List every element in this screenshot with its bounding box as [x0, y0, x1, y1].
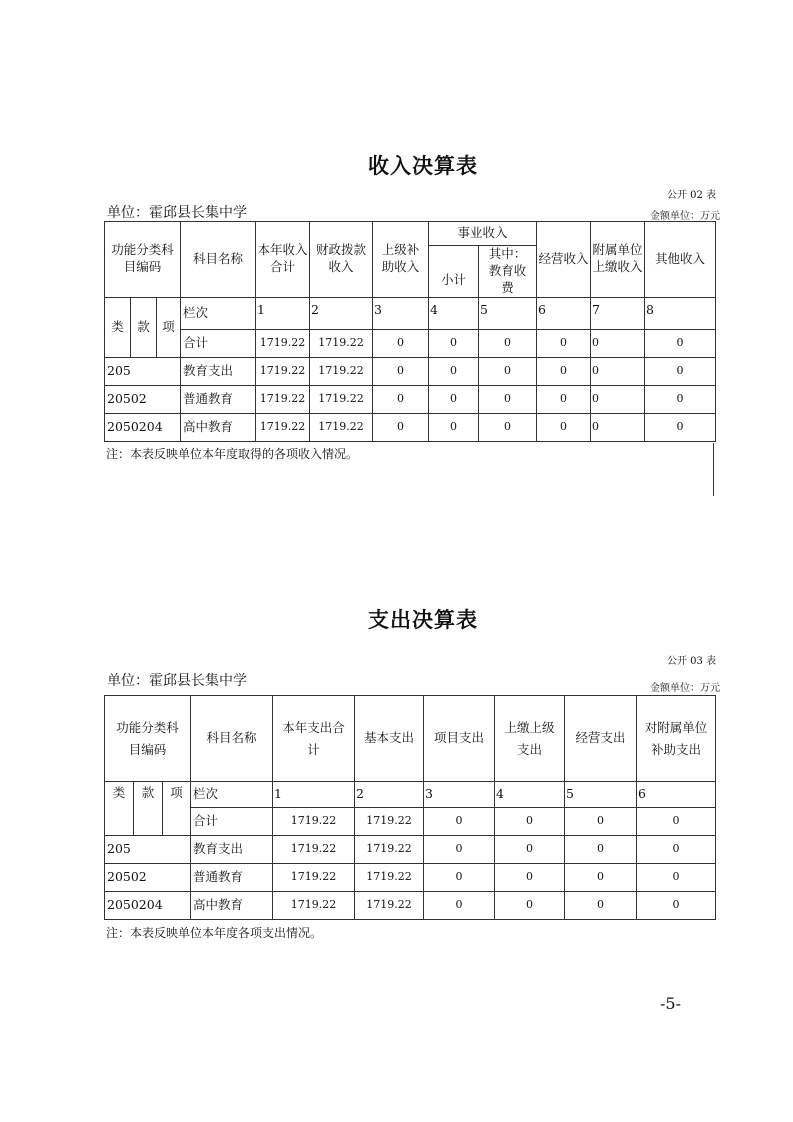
expense-col-number: 3 — [424, 782, 495, 808]
row-name: 教育支出 — [181, 357, 256, 385]
cell-value: 0 — [495, 892, 565, 920]
income-note: 注：本表反映单位本年度取得的各项收入情况。 — [106, 447, 359, 461]
income-header-operating: 经营收入 — [537, 222, 591, 298]
cell-value: 0 — [373, 413, 429, 441]
income-header-business: 事业收入 — [429, 222, 537, 246]
row-name: 高中教育 — [191, 892, 273, 920]
cell-value: 1719.22 — [310, 329, 373, 357]
expense-header-func-code: 功能分类科目编码 — [105, 696, 191, 782]
expense-header-lanci: 栏次 — [191, 782, 273, 808]
cell-value: 1719.22 — [310, 385, 373, 413]
cell-value: 0 — [591, 413, 645, 441]
income-header-subtotal: 小计 — [429, 246, 479, 298]
income-col-number: 5 — [479, 297, 537, 329]
cell-value: 0 — [373, 329, 429, 357]
cell-value: 0 — [645, 413, 716, 441]
row-name: 高中教育 — [181, 413, 256, 441]
expense-col-number: 5 — [565, 782, 637, 808]
cell-value: 0 — [645, 357, 716, 385]
row-name: 普通教育 — [181, 385, 256, 413]
cell-value: 1719.22 — [256, 385, 310, 413]
expense-header-remit: 上缴上级支出 — [495, 696, 565, 782]
row-code: 20502 — [105, 864, 191, 892]
cell-value: 0 — [637, 864, 716, 892]
row-name: 合计 — [181, 329, 256, 357]
cell-value: 0 — [429, 413, 479, 441]
cell-value: 0 — [424, 836, 495, 864]
cell-value: 0 — [645, 329, 716, 357]
income-header-fiscal: 财政拨款收入 — [310, 222, 373, 298]
table-row — [105, 413, 716, 441]
cell-value: 0 — [537, 357, 591, 385]
expense-col-number: 1 — [273, 782, 355, 808]
income-col-number: 1 — [256, 297, 310, 329]
cell-value: 0 — [429, 329, 479, 357]
income-header-superior: 上级补助收入 — [373, 222, 429, 298]
income-header-affiliated: 附属单位上缴收入 — [591, 222, 645, 298]
row-code: 2050204 — [105, 413, 181, 441]
cell-value: 0 — [565, 836, 637, 864]
expense-col-number: 6 — [637, 782, 716, 808]
income-header-xiang: 项 — [157, 297, 181, 357]
cell-value: 1719.22 — [310, 357, 373, 385]
cell-value: 0 — [591, 329, 645, 357]
cell-value: 0 — [591, 357, 645, 385]
table-row — [105, 357, 716, 385]
cell-value: 0 — [537, 413, 591, 441]
cell-value: 1719.22 — [256, 413, 310, 441]
expense-amount-unit: 金额单位：万元 — [650, 683, 720, 694]
cell-value: 1719.22 — [355, 864, 424, 892]
table-row — [105, 864, 716, 892]
row-name: 普通教育 — [191, 864, 273, 892]
expense-col-number: 4 — [495, 782, 565, 808]
cell-value: 1719.22 — [273, 892, 355, 920]
income-col-number: 6 — [537, 297, 591, 329]
income-col-number: 4 — [429, 297, 479, 329]
cell-value: 1719.22 — [256, 357, 310, 385]
row-code: 20502 — [105, 385, 181, 413]
cell-value: 0 — [479, 413, 537, 441]
cell-value: 0 — [637, 836, 716, 864]
cell-value: 0 — [429, 385, 479, 413]
income-header-edu-fee: 其中：教育收费 — [479, 246, 537, 298]
cell-value: 0 — [479, 385, 537, 413]
income-header-other: 其他收入 — [645, 222, 716, 298]
income-header-kuan: 款 — [131, 297, 157, 357]
cell-value: 0 — [424, 808, 495, 836]
income-col-number: 2 — [310, 297, 373, 329]
expense-header-subject: 科目名称 — [191, 696, 273, 782]
cell-value: 0 — [373, 385, 429, 413]
cell-value: 0 — [565, 808, 637, 836]
cell-value: 0 — [424, 892, 495, 920]
cell-value: 0 — [495, 836, 565, 864]
cell-value: 0 — [637, 808, 716, 836]
table-row — [105, 329, 716, 357]
income-header-total: 本年收入合计 — [256, 222, 310, 298]
cell-value: 1719.22 — [310, 413, 373, 441]
cell-value: 0 — [645, 385, 716, 413]
row-name: 教育支出 — [191, 836, 273, 864]
table-row — [105, 836, 716, 864]
cell-value: 0 — [637, 892, 716, 920]
row-name: 合计 — [191, 808, 273, 836]
cell-value: 0 — [495, 864, 565, 892]
table-row — [105, 385, 716, 413]
row-code: 2050204 — [105, 892, 191, 920]
income-header-func-code: 功能分类科目编码 — [105, 222, 181, 298]
cell-value: 0 — [565, 864, 637, 892]
expense-title: 支出决算表 — [368, 608, 478, 632]
cell-value: 1719.22 — [273, 864, 355, 892]
income-col-number: 3 — [373, 297, 429, 329]
table-row — [105, 808, 716, 836]
row-code: 205 — [105, 357, 181, 385]
cell-value: 0 — [537, 385, 591, 413]
cell-value: 1719.22 — [256, 329, 310, 357]
expense-header-lei: 类 — [105, 782, 134, 836]
income-table — [104, 221, 716, 442]
table-row — [105, 892, 716, 920]
expense-header-operating: 经营支出 — [565, 696, 637, 782]
cell-value: 1719.22 — [273, 836, 355, 864]
cell-value: 0 — [565, 892, 637, 920]
cell-value: 0 — [479, 329, 537, 357]
income-header-lei: 类 — [105, 297, 131, 357]
cell-value: 0 — [537, 329, 591, 357]
row-code: 205 — [105, 836, 191, 864]
cell-value: 0 — [591, 385, 645, 413]
income-unit-label: 单位：霍邱县长集中学 — [107, 205, 247, 221]
income-col-number: 7 — [591, 297, 645, 329]
expense-header-xiang: 项 — [163, 782, 191, 836]
expense-note: 注：本表反映单位本年度各项支出情况。 — [106, 926, 323, 940]
cell-value: 0 — [373, 357, 429, 385]
table-edge-line — [713, 443, 714, 496]
expense-unit-label: 单位：霍邱县长集中学 — [107, 673, 247, 689]
income-col-number: 8 — [645, 297, 716, 329]
income-header-lanci: 栏次 — [181, 297, 256, 329]
page-number: -5- — [660, 994, 681, 1013]
expense-header-project: 项目支出 — [424, 696, 495, 782]
expense-col-number: 2 — [355, 782, 424, 808]
expense-header-subsidy: 对附属单位补助支出 — [637, 696, 716, 782]
cell-value: 1719.22 — [355, 808, 424, 836]
income-table-number: 公开 02 表 — [667, 190, 717, 201]
cell-value: 0 — [479, 357, 537, 385]
cell-value: 0 — [429, 357, 479, 385]
cell-value: 1719.22 — [355, 836, 424, 864]
income-title: 收入决算表 — [368, 154, 478, 178]
expense-table-number: 公开 03 表 — [667, 656, 717, 667]
cell-value: 1719.22 — [355, 892, 424, 920]
cell-value: 0 — [424, 864, 495, 892]
expense-header-basic: 基本支出 — [355, 696, 424, 782]
expense-header-kuan: 款 — [134, 782, 163, 836]
income-amount-unit: 金额单位：万元 — [650, 211, 720, 222]
expense-table — [104, 695, 716, 920]
income-header-subject: 科目名称 — [181, 222, 256, 298]
cell-value: 0 — [495, 808, 565, 836]
cell-value: 1719.22 — [273, 808, 355, 836]
expense-header-total: 本年支出合计 — [273, 696, 355, 782]
